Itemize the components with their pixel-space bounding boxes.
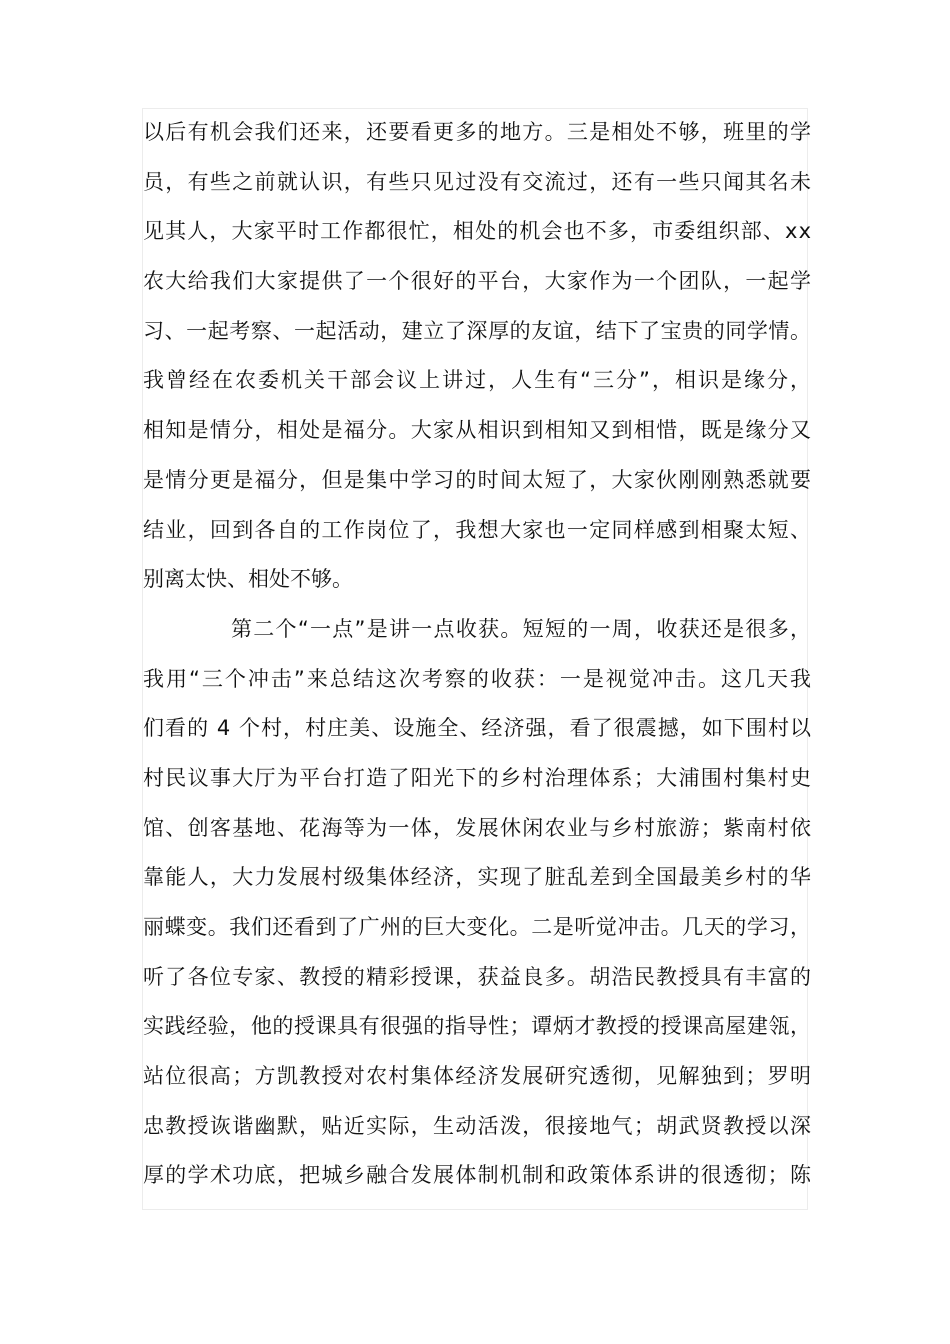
text-line: 见其人，大家平时工作都很忙，相处的机会也不多，市委组织部、xx — [143, 219, 813, 244]
text-line: 实践经验，他的授课具有很强的指导性；谭炳才教授的授课高屋建瓴， — [143, 1014, 812, 1039]
text-line: 结业，回到各自的工作岗位了，我想大家也一定同样感到相聚太短、 — [143, 517, 813, 542]
text-line: 村民议事大厅为平台打造了阳光下的乡村治理体系；大浦围村集村史 — [143, 765, 813, 790]
text-line: 员，有些之前就认识，有些只见过没有交流过，还有一些只闻其名未 — [143, 169, 813, 194]
document-body — [143, 108, 811, 1201]
text-line: 农大给我们大家提供了一个很好的平台，大家作为一个团队，一起学 — [143, 269, 813, 294]
paragraph-first-line: 第二个“一点”是讲一点收获。短短的一周，收获还是很多， — [231, 616, 813, 641]
text-line: 厚的学术功底，把城乡融合发展体制机制和政策体系讲的很透彻；陈 — [143, 1163, 813, 1188]
text-line: 馆、创客基地、花海等为一体，发展休闲农业与乡村旅游；紫南村依 — [143, 815, 813, 840]
text-line: 忠教授诙谐幽默，贴近实际，生动活泼，很接地气；胡武贤教授以深 — [143, 1113, 813, 1138]
text-line: 丽蝶变。我们还看到了广州的巨大变化。二是听觉冲击。几天的学习， — [143, 915, 812, 939]
text-line: 我用“三个冲击”来总结这次考察的收获：一是视觉冲击。这几天我 — [143, 666, 813, 691]
text-line: 是情分更是福分，但是集中学习的时间太短了，大家伙刚刚熟悉就要 — [143, 467, 813, 492]
text-line: 以后有机会我们还来，还要看更多的地方。三是相处不够，班里的学 — [143, 120, 813, 144]
text-line: 靠能人，大力发展村级集体经济，实现了脏乱差到全国最美乡村的华 — [143, 865, 813, 890]
text-line: 相知是情分，相处是福分。大家从相识到相知又到相惜，既是缘分又 — [143, 418, 813, 443]
text-line: 习、一起考察、一起活动，建立了深厚的友谊，结下了宝贵的同学情。 — [143, 318, 812, 343]
text-line: 听了各位专家、教授的精彩授课，获益良多。胡浩民教授具有丰富的 — [143, 964, 813, 989]
text-line: 们看的 4 个村，村庄美、设施全、经济强，看了很震撼，如下围村以 — [143, 716, 813, 741]
text-line: 我曾经在农委机关干部会议上讲过，人生有“三分”，相识是缘分， — [143, 368, 813, 393]
text-line: 站位很高；方凯教授对农村集体经济发展研究透彻，见解独到；罗明 — [143, 1064, 813, 1089]
paragraph-last-line: 别离太快、相处不够。 — [143, 567, 353, 592]
